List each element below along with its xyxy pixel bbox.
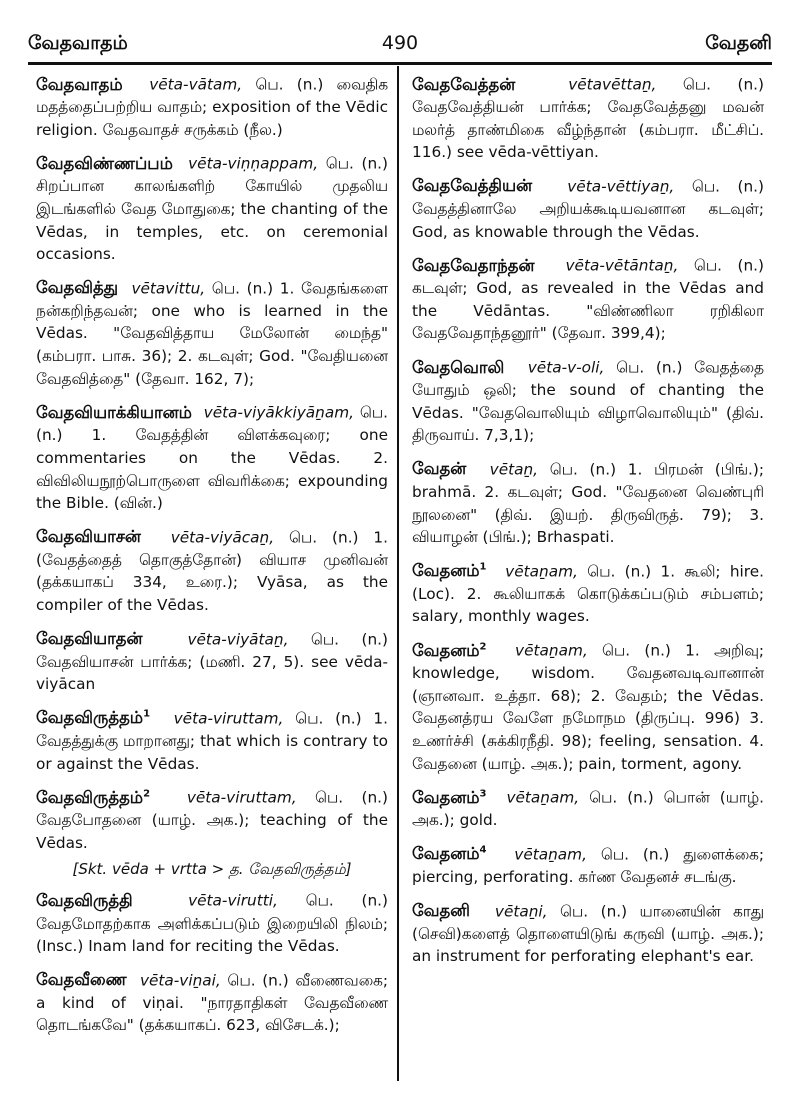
- entry: [36, 886, 388, 957]
- definition: பெ. (n.) 1. வேதங்களை நன்கறிந்தவன்; one who is learned in the Vēdas. "வேதவித்தாய மேலோன் மைந்த" (கம்பரா. பாசு. 36); 2. கடவுள்; God. "வேதியனை வேதவித்தை" (தேவா. 162, 7);: [36, 279, 388, 388]
- definition: பெ. (n.) வேதவியாசன் பார்க்க; (மணி. 27, 5). see vēda-viyācan: [36, 630, 388, 694]
- transliteration: vēta-viyācaṉ,: [170, 528, 275, 547]
- entry: [36, 625, 388, 696]
- headword: வேதவியாசன்: [36, 527, 141, 547]
- headword: வேதவாதம்: [36, 74, 123, 94]
- transliteration: vētaṉam,: [514, 845, 587, 864]
- definition: பெ. (n.) 1. கூலி; hire. (Loc). 2. கூலியாகக் கொடுக்கப்படும் சம்பளம்; salary, monthly wages.: [412, 562, 764, 626]
- transliteration: vētavēttaṉ,: [568, 75, 657, 94]
- definition: பெ. (n.) வேதமோதற்காக அளிக்கப்படும் இறையிலி நிலம்; (Insc.) Inam land for reciting the Vēdas.: [36, 891, 388, 956]
- headword: வேதவீணை: [36, 970, 127, 990]
- entry: [412, 455, 764, 549]
- transliteration: vētaṉ,: [489, 460, 539, 479]
- definition: பெ. (n.) பொன் (யாழ். அக.); gold.: [412, 788, 764, 830]
- header-right-guide-word: வேதனி: [705, 32, 772, 54]
- headword: வேதனம்$^2$: [412, 640, 487, 660]
- definition: பெ. (n.) கடவுள்; God, as revealed in the Vēdas and the Vēdāntas. "விண்ணிலா ரறிகிலா வேதவேதாந்தனூர்" (தேவா. 399,4);: [412, 256, 764, 343]
- definition: பெ. (n.) யானையின் காது (செவி)களைத் தொளையிடுங் கருவி (யாழ். அக.); an instrument for perforating elephant's ear.: [412, 902, 764, 966]
- definition: பெ. (n.) 1. பிரமன் (பிங்.); brahmā. 2. கடவுள்; God. "வேதனை வெண்புரி நூலனை" (திவ். இயற். திருவிருத். 79); 3. வியாழன் (பிங்.); Brhaspati.: [412, 460, 764, 547]
- left-column: [36, 70, 388, 1045]
- headword: வேதவித்து: [36, 278, 119, 298]
- entry: [412, 251, 764, 345]
- definition: பெ. (n.) 1. வேதத்துக்கு மாறானது; that which is contrary to or against the Vēdas.: [36, 709, 388, 773]
- definition: பெ. (n.) வேதவேத்தியன் பார்க்க; வேதவேத்தனு மவன் மலர்த் தாண்மிகை வீழ்ந்தான் (கம்பரா. மீட்சிப். 116.) see vēda-vēttiyan.: [412, 75, 764, 162]
- headword: வேதவிருத்தம்$^2$: [36, 787, 151, 807]
- headword: வேதவொலி: [412, 357, 505, 377]
- definition: பெ. (n.) வீணைவகை; a kind of viṇai. "நாரதாதிகள் வேதவீணை தொடங்கவே" (தக்கயாகப். 623, விசேடக்.);: [36, 971, 388, 1035]
- right-column: [412, 70, 764, 976]
- etymology-note: [Skt. vēda + vrtta > த. வேதவிருத்தம்]: [72, 860, 352, 879]
- definition: பெ. (n.) வேதபோதனை (யாழ். அக.); teaching of the Vēdas.: [36, 788, 388, 852]
- entry: [36, 398, 388, 514]
- transliteration: vētavittu,: [131, 279, 206, 298]
- definition: பெ. (n.) 1. (வேதத்தைத் தொகுத்தோன்) வியாச முனிவன் (தக்கயாகப் 334, உரை.); Vyāsa, as the compiler of the Vēdas.: [36, 528, 388, 614]
- transliteration: vēta-viruttam,: [173, 709, 284, 728]
- transliteration: vēta-vātam,: [149, 75, 243, 94]
- transliteration: vēta-viyākkiyāṉam,: [203, 403, 354, 422]
- headword: வேதவேத்தியன்: [412, 176, 533, 196]
- entry: [412, 636, 764, 775]
- entry: [36, 274, 388, 390]
- transliteration: vēta-viruttam,: [186, 788, 297, 807]
- entry: [412, 70, 764, 164]
- entry: [36, 704, 388, 775]
- entry: [36, 70, 388, 141]
- entry: [412, 353, 764, 447]
- entry: [412, 783, 764, 832]
- headword: வேதவிருத்தம்$^1$: [36, 708, 151, 728]
- entry: [36, 966, 388, 1037]
- headword: வேதவியாதன்: [36, 629, 143, 649]
- headword: வேதவியாக்கியானம்: [36, 402, 192, 422]
- transliteration: vēta-virutti,: [188, 891, 278, 910]
- definition: பெ. (n.) துளைக்கை; piercing, perforating. கர்ண வேதனச் சடங்கு.: [412, 845, 764, 886]
- column-divider: [397, 66, 399, 1081]
- definition: பெ. (n.) வேதத்தை யோதும் ஒலி; the sound of chanting the Vēdas. "வேதவொலியும் விழாவொலியும்" (திவ். திருவாய். 7,3,1);: [412, 358, 764, 445]
- transliteration: vētaṉi,: [494, 902, 548, 920]
- entry: [36, 149, 388, 265]
- entry: [412, 897, 764, 968]
- headword: வேதவிண்ணப்பம்: [36, 153, 173, 173]
- entry: [412, 840, 764, 889]
- transliteration: vēta-vēttiyaṉ,: [567, 177, 675, 196]
- definition: பெ. (n.) வேதத்தினாலே அறியக்கூடியவனான கடவுள்; God, as knowable through the Vēdas.: [412, 177, 764, 241]
- headword: வேதனி: [412, 901, 470, 920]
- transliteration: vēta-viṉai,: [139, 971, 221, 990]
- headword: வேதவேதாந்தன்: [412, 255, 535, 275]
- transliteration: vēta-viṇṇappam,: [188, 154, 319, 173]
- headword: வேதவேத்தன்: [412, 74, 516, 94]
- headword: வேதனம்$^3$: [412, 787, 487, 807]
- definition: பெ. (n.) சிறப்பான காலங்களிற் கோயில் முதலிய இடங்களில் வேத மோதுகை; the chanting of the Vēdas, in temples, etc. on ceremonial occasions.: [36, 154, 388, 264]
- entry: [36, 523, 388, 617]
- transliteration: vēta-viyātaṉ,: [187, 630, 289, 649]
- definition: பெ. (n.) வைதிக மதத்தைப்பற்றிய வாதம்; exposition of the Vēdic religion. வேதவாதச் சருக்கம் (நீல.): [36, 75, 388, 139]
- header-rule: [28, 62, 772, 65]
- transliteration: vētaṉam,: [505, 562, 578, 581]
- entry: [36, 783, 388, 854]
- headword: வேதன்: [412, 459, 467, 479]
- transliteration: vēta-vētāntaṉ,: [565, 256, 679, 275]
- headword: வேதனம்$^4$: [412, 844, 487, 864]
- entry: [412, 557, 764, 628]
- headword: வேதவிருத்தி: [36, 890, 133, 910]
- transliteration: vētaṉam,: [506, 788, 580, 807]
- headword: வேதனம்$^1$: [412, 561, 487, 581]
- definition: பெ. (n.) 1. வேதத்தின் விளக்கவுரை; one commentaries on the Vēdas. 2. விவிலியநூற்பொருளை விவரிக்கை; expounding the Bible. (வின்.): [36, 403, 389, 513]
- definition: பெ. (n.) 1. அறிவு; knowledge, wisdom. வேதனவடிவானான் (ஞானவா. உத்தா. 68); 2. வேதம்; the Vēdas. வேதனத்ரய வேளே நமோநம (திருப்பு. 996) 3. உணர்ச்சி (சுக்கிரநீதி. 98); feeling, sensation. 4. வேதனை (யாழ். அக.); pain, torment, agony.: [412, 641, 764, 773]
- transliteration: vētaṉam,: [515, 641, 588, 660]
- header-left-guide-word: வேதவாதம்: [28, 32, 128, 54]
- transliteration: vēta-v-oli,: [527, 358, 605, 377]
- page-header: [28, 26, 772, 60]
- entry: [412, 172, 764, 243]
- page-number: 490: [381, 32, 419, 54]
